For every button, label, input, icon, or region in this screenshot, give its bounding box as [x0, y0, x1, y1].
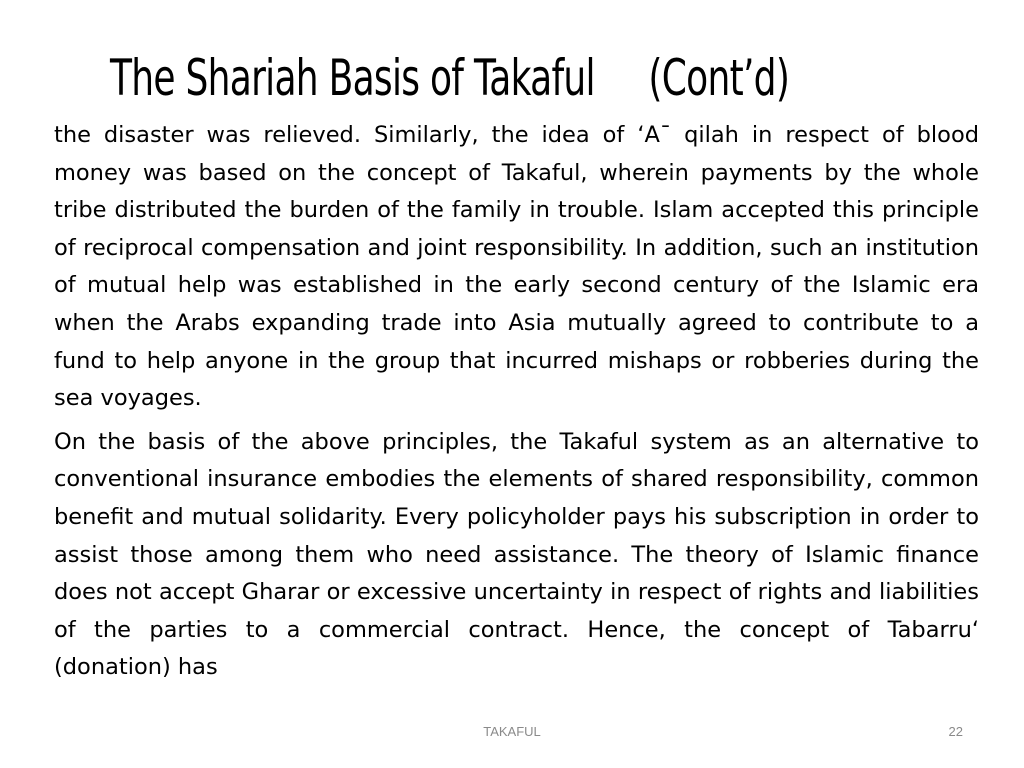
slide-title: The Shariah Basis of Takaful (Cont’d)	[110, 49, 790, 107]
page-number: 22	[948, 724, 963, 739]
body-paragraph-2: On the basis of the above principles, the Takaful system as an alternative to conventional insurance embodies the elements of shared responsibility, common benefit and mutual solidarity. Every policyholder pays his subscription in order to assist those among them who need assistance. The theory of Islamic finance does not accept Gharar or excessive uncertainty in respect of rights and liabilities of the parties to a commercial contract. Hence, the concept of Tabarru‘ (donation) has	[54, 428, 979, 681]
footer-text: TAKAFUL	[483, 724, 541, 739]
body-paragraph-1: the disaster was relieved. Similarly, the idea of ‘A¯ qilah in respect of blood money was based on the concept of Takaful, wherein payments by the whole tribe distributed the burden of the family in trouble. Islam accepted this principle of reciprocal compensation and joint responsibility. In addition, such an institution of mutual help was established in the early second century of the Islamic era when the Arabs expanding trade into Asia mutually agreed to contribute to a fund to help anyone in the group that incurred mishaps or robberies during the sea voyages.	[54, 122, 979, 412]
slide-body	[54, 117, 979, 693]
